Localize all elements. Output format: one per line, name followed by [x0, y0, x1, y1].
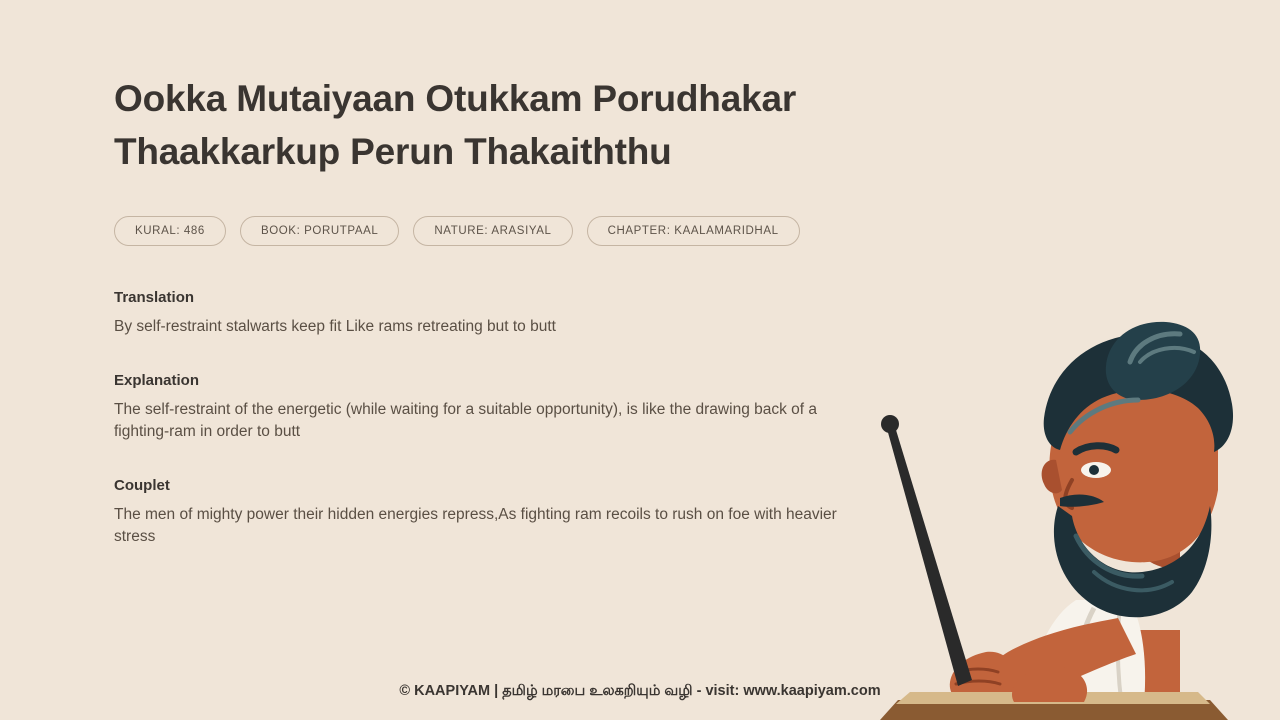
translation-text: By self-restraint stalwarts keep fit Like rams retreating but to butt: [114, 318, 556, 335]
tag-nature[interactable]: NATURE: ARASIYAL: [413, 216, 572, 246]
tag-chapter[interactable]: CHAPTER: KAALAMARIDHAL: [587, 216, 800, 246]
tag-book[interactable]: BOOK: PORUTPAAL: [240, 216, 399, 246]
section-couplet: [114, 477, 894, 548]
tag-kural[interactable]: KURAL: 486: [114, 216, 226, 246]
section-explanation: [114, 372, 894, 443]
footer-credit: © KAAPIYAM | தமிழ் மரபை உலகறியும் வழி - visit: www.kaapiyam.com: [399, 683, 881, 699]
thiruvalluvar-illustration: [880, 300, 1280, 720]
translation-heading: Translation: [114, 289, 195, 306]
couplet-text: The men of mighty power their hidden energies repress,As fighting ram recoils to rush on foe with heavier stress: [114, 506, 837, 545]
explanation-heading: Explanation: [114, 372, 200, 389]
page-title: Ookka Mutaiyaan Otukkam Porudhakar Thaakkarkup Perun Thakaiththu: [114, 78, 797, 172]
section-translation: [114, 289, 894, 338]
metadata-tag-list: [114, 216, 894, 246]
explanation-text: The self-restraint of the energetic (while waiting for a suitable opportunity), is like the drawing back of a fighting-ram in order to butt: [114, 401, 818, 440]
content-column: [114, 72, 894, 548]
couplet-heading: Couplet: [114, 477, 170, 494]
